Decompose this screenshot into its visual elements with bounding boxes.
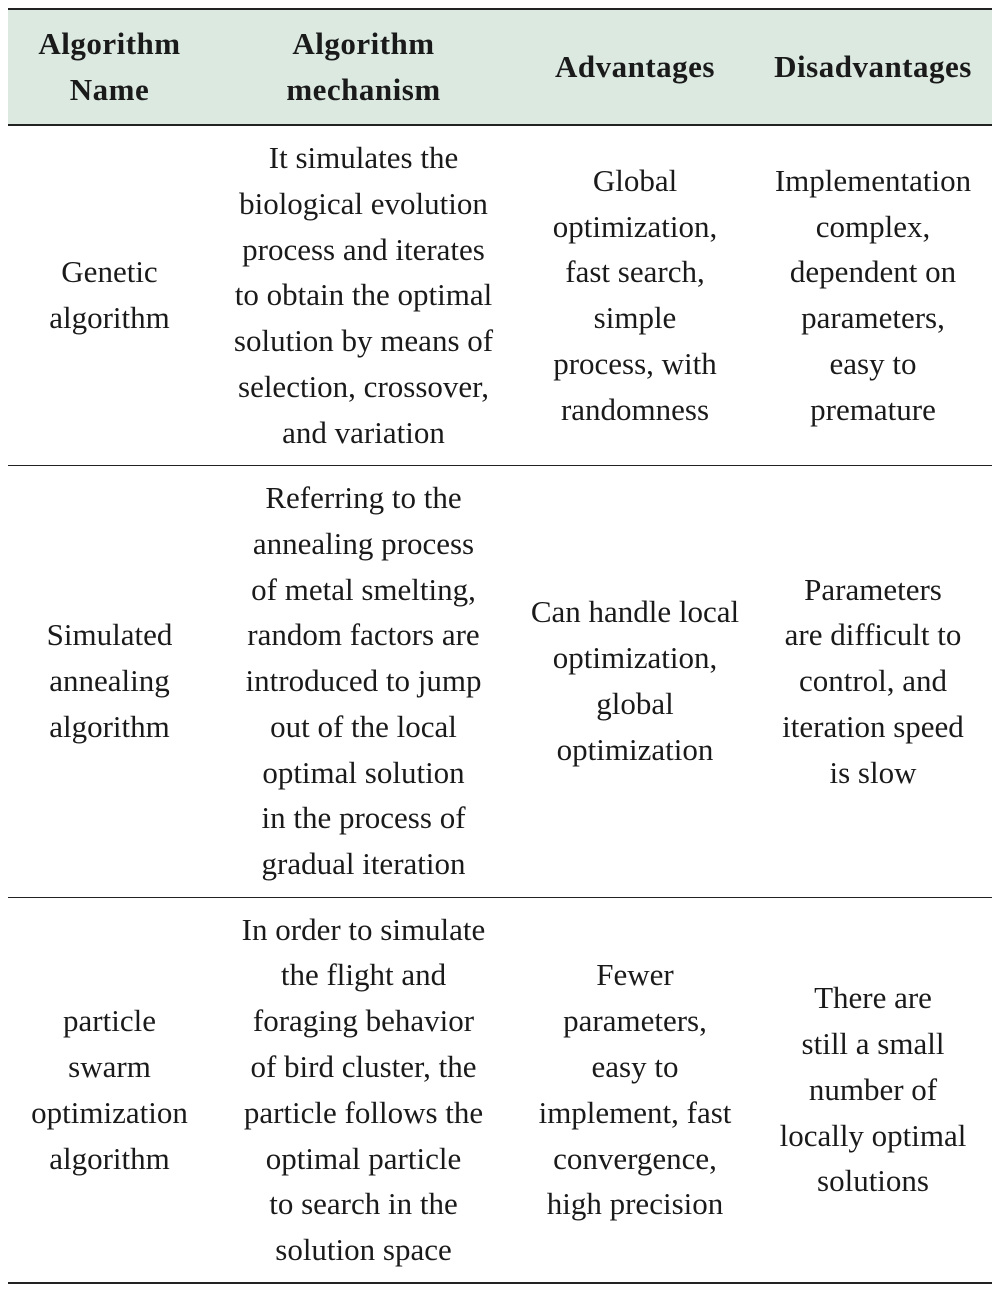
header-row [8,9,992,125]
header-disadvantages: Disadvantages [754,9,992,125]
cell-disadvantages: Implementation complex, dependent on parameters, easy to premature [754,125,992,465]
table-row-simulated-annealing [8,465,992,897]
cell-advantages: Global optimization, fast search, simple process, with randomness [516,125,754,465]
header-algorithm-mechanism: Algorithm mechanism [211,9,516,125]
table-row-genetic [8,125,992,465]
cell-name: Genetic algorithm [8,125,211,465]
cell-disadvantages: There are still a small number of locally optimal solutions [754,897,992,1283]
algorithm-comparison-table [8,8,992,1284]
cell-mechanism: It simulates the biological evolution process and iterates to obtain the optimal solution by means of selection, crossover, and variation [211,125,516,465]
cell-advantages: Fewer parameters, easy to implement, fast convergence, high precision [516,897,754,1283]
header-advantages: Advantages [516,9,754,125]
cell-name: Simulated annealing algorithm [8,465,211,897]
cell-mechanism: In order to simulate the flight and foraging behavior of bird cluster, the particle follows the optimal particle to search in the solution space [211,897,516,1283]
cell-disadvantages: Parameters are difficult to control, and iteration speed is slow [754,465,992,897]
cell-name: particle swarm optimization algorithm [8,897,211,1283]
table-header [8,9,992,125]
cell-advantages: Can handle local optimization, global optimization [516,465,754,897]
table-row-particle-swarm [8,897,992,1283]
table-body [8,125,992,1283]
cell-mechanism: Referring to the annealing process of metal smelting, random factors are introduced to jump out of the local optimal solution in the process of gradual iteration [211,465,516,897]
header-algorithm-name: Algorithm Name [8,9,211,125]
